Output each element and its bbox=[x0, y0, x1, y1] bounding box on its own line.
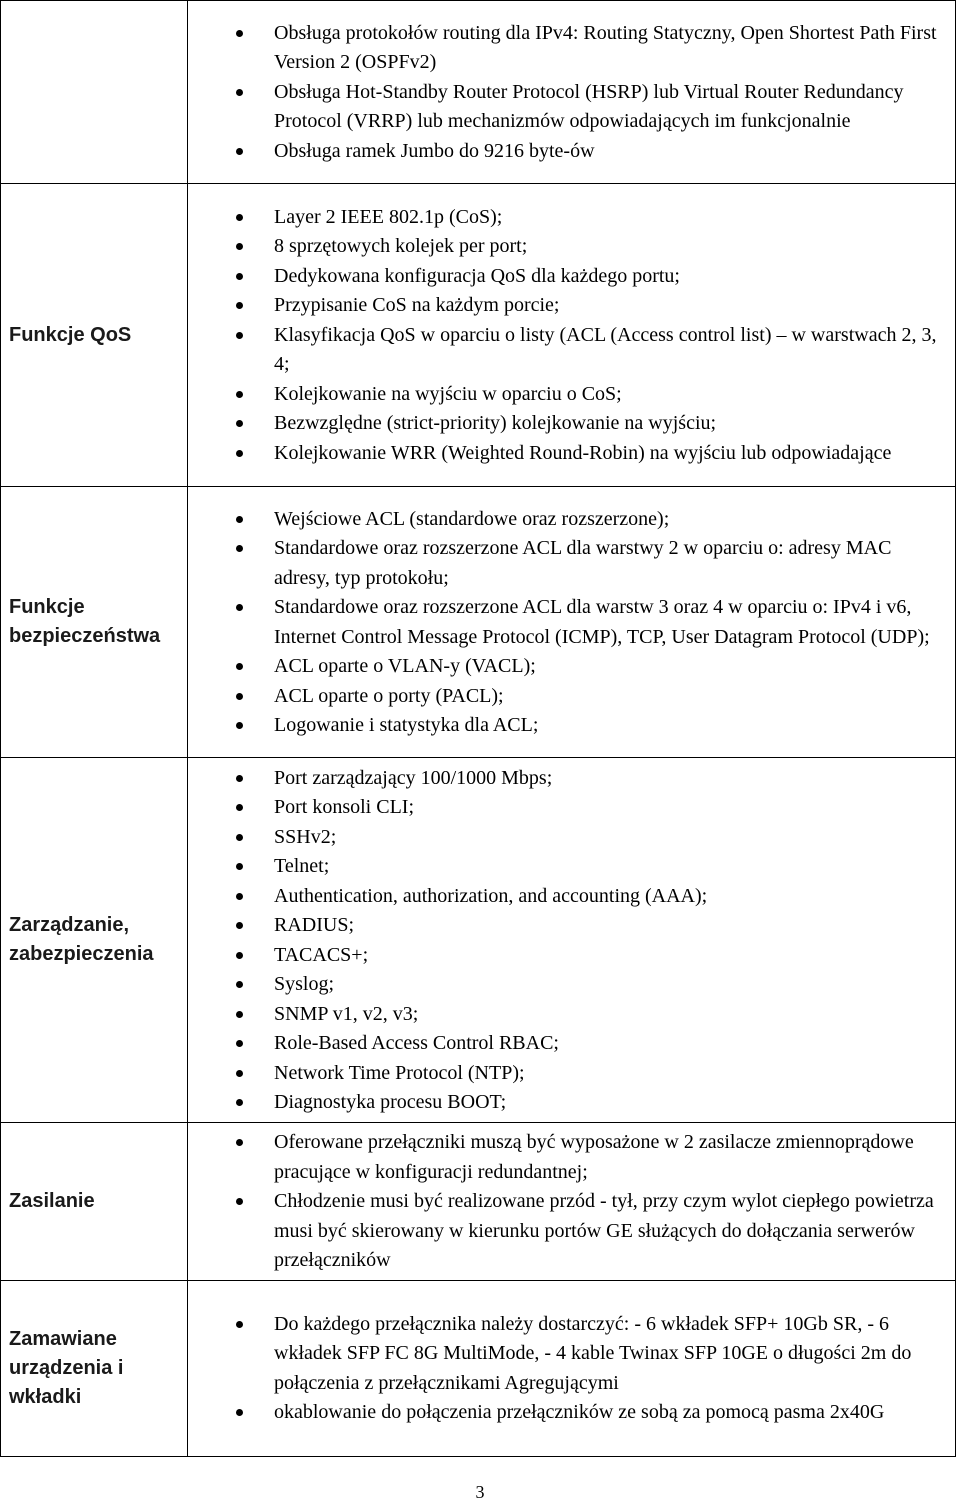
table-row bbox=[1, 1123, 956, 1281]
list-item: Chłodzenie musi być realizowane przód - tył, przy czym wylot ciepłego powietrza musi być skierowany w kierunku portów GE służących do dołączania serwerów przełączników bbox=[1, 1187, 941, 1276]
list-item: Bezwzględne (strict-priority) kolejkowanie na wyjściu; bbox=[1, 409, 941, 439]
row-content-power bbox=[188, 1123, 956, 1281]
list-item: Port konsoli CLI; bbox=[1, 793, 941, 823]
list-item: 8 sprzętowych kolejek per port; bbox=[1, 232, 941, 262]
list-item: Syslog; bbox=[1, 970, 941, 1000]
list-item: Network Time Protocol (NTP); bbox=[1, 1059, 941, 1089]
table-row bbox=[1, 1280, 956, 1456]
list-item: ACL oparte o porty (PACL); bbox=[1, 682, 941, 712]
bullet-list bbox=[188, 19, 941, 167]
row-content-routing bbox=[188, 1, 956, 184]
bullet-list bbox=[188, 505, 941, 741]
table-row bbox=[1, 758, 956, 1123]
list-item: TACACS+; bbox=[1, 941, 941, 971]
list-item: Authentication, authorization, and accounting (AAA); bbox=[1, 882, 941, 912]
bullet-list bbox=[188, 1310, 941, 1428]
list-item: Layer 2 IEEE 802.1p (CoS); bbox=[1, 203, 941, 233]
row-label-security: Funkcje bezpieczeństwa bbox=[1, 487, 188, 758]
list-item: Do każdego przełącznika należy dostarczyć: - 6 wkładek SFP+ 10Gb SR, - 6 wkładek SFP FC 8G MultiMode, - 4 kable Twinax SFP 10GE o długości 2m do połączenia z przełącznikami Agregującymi bbox=[1, 1310, 941, 1399]
list-item: Diagnostyka procesu BOOT; bbox=[1, 1088, 941, 1118]
list-item: okablowanie do połączenia przełączników ze sobą za pomocą pasma 2x40G bbox=[1, 1398, 941, 1428]
list-item: Standardowe oraz rozszerzone ACL dla warstw 3 oraz 4 w oparciu o: IPv4 i v6, Internet Control Message Protocol (ICMP), TCP, User Datagram Protocol (UDP); bbox=[1, 593, 941, 652]
row-label-power: Zasilanie bbox=[1, 1123, 188, 1281]
list-item: Standardowe oraz rozszerzone ACL dla warstwy 2 w oparciu o: adresy MAC adresy, typ protokołu; bbox=[1, 534, 941, 593]
list-item: Oferowane przełączniki muszą być wyposażone w 2 zasilacze zmiennoprądowe pracujące w konfiguracji redundantnej; bbox=[1, 1128, 941, 1187]
list-item: Kolejkowanie na wyjściu w oparciu o CoS; bbox=[1, 380, 941, 410]
row-label-management: Zarządzanie, zabezpieczenia bbox=[1, 758, 188, 1123]
row-content-security bbox=[188, 487, 956, 758]
bullet-list bbox=[188, 764, 941, 1118]
list-item: SNMP v1, v2, v3; bbox=[1, 1000, 941, 1030]
list-item: Port zarządzający 100/1000 Mbps; bbox=[1, 764, 941, 794]
list-item: ACL oparte o VLAN-y (VACL); bbox=[1, 652, 941, 682]
list-item: Obsługa Hot-Standby Router Protocol (HSRP) lub Virtual Router Redundancy Protocol (VRRP) lub mechanizmów odpowiadających im funkcjonalnie bbox=[1, 78, 941, 137]
table-row bbox=[1, 184, 956, 487]
table-row bbox=[1, 1, 956, 184]
list-item: Obsługa ramek Jumbo do 9216 byte-ów bbox=[1, 137, 941, 167]
bullet-list bbox=[188, 1128, 941, 1276]
list-item: Klasyfikacja QoS w oparciu o listy (ACL (Access control list) – w warstwach 2, 3, 4; bbox=[1, 321, 941, 380]
list-item: Wejściowe ACL (standardowe oraz rozszerzone); bbox=[1, 505, 941, 535]
list-item: SSHv2; bbox=[1, 823, 941, 853]
row-label-modules: Zamawiane urządzenia i wkładki bbox=[1, 1280, 188, 1456]
list-item: Logowanie i statystyka dla ACL; bbox=[1, 711, 941, 741]
bullet-list bbox=[188, 203, 941, 469]
list-item: Kolejkowanie WRR (Weighted Round-Robin) na wyjściu lub odpowiadające bbox=[1, 439, 941, 469]
row-content-management bbox=[188, 758, 956, 1123]
list-item: Role-Based Access Control RBAC; bbox=[1, 1029, 941, 1059]
list-item: Dedykowana konfiguracja QoS dla każdego portu; bbox=[1, 262, 941, 292]
table-row bbox=[1, 487, 956, 758]
list-item: RADIUS; bbox=[1, 911, 941, 941]
row-content-qos bbox=[188, 184, 956, 487]
list-item: Telnet; bbox=[1, 852, 941, 882]
list-item: Przypisanie CoS na każdym porcie; bbox=[1, 291, 941, 321]
row-content-modules bbox=[188, 1280, 956, 1456]
page-number: 3 bbox=[475, 1482, 485, 1502]
row-label-qos: Funkcje QoS bbox=[1, 184, 188, 487]
list-item: Obsługa protokołów routing dla IPv4: Routing Statyczny, Open Shortest Path First Version 2 (OSPFv2) bbox=[1, 19, 941, 78]
